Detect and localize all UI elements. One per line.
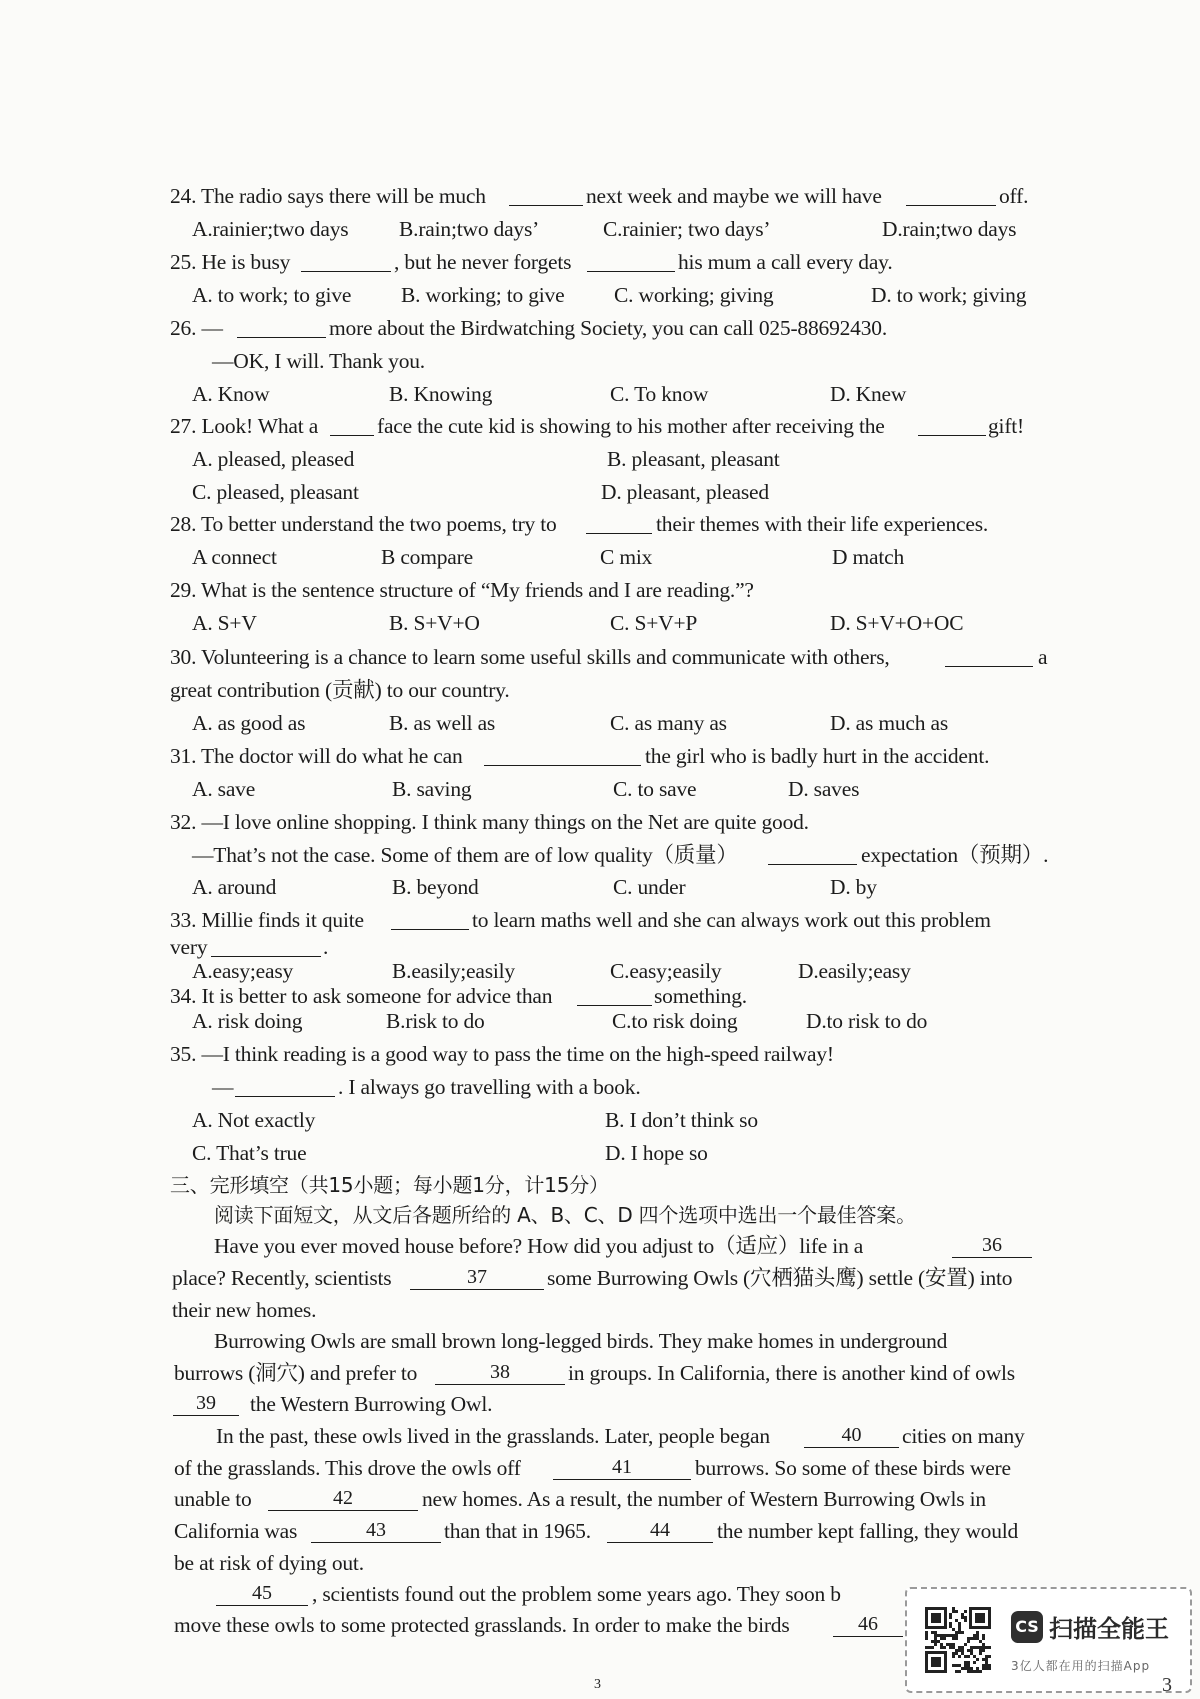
cloze-blank[interactable] <box>607 1518 713 1543</box>
text-line: 31. The doctor will do what he can <box>170 744 463 768</box>
text-line: D. as much as <box>830 711 949 735</box>
cloze-number: 41 <box>612 1456 632 1478</box>
text-line: C. as many as <box>610 711 727 735</box>
text-line: 30. Volunteering is a chance to learn some useful skills and communicate with others, <box>170 645 890 669</box>
text-line: very <box>170 935 208 959</box>
text-line: 34. It is better to ask someone for advice than <box>170 984 553 1008</box>
text-line: unable to <box>174 1487 252 1511</box>
text-line: something. <box>654 984 747 1008</box>
watermark-brand: 扫描全能王 <box>1049 1615 1169 1643</box>
cloze-blank[interactable] <box>952 1233 1032 1258</box>
text-line: B. working; to give <box>401 283 565 307</box>
answer-blank[interactable] <box>330 435 374 436</box>
text-line: place? Recently, scientists <box>172 1266 392 1290</box>
cloze-blank[interactable] <box>553 1455 691 1480</box>
cloze-number: 43 <box>366 1519 386 1541</box>
text-line: D. pleasant, pleased <box>601 480 769 504</box>
text-line: A. around <box>192 875 277 899</box>
answer-blank[interactable] <box>906 205 996 206</box>
text-line: . <box>323 935 329 959</box>
text-line: B. Knowing <box>389 382 493 406</box>
text-line: expectation（预期）. <box>861 843 1049 867</box>
text-line: C. working; giving <box>614 283 774 307</box>
text-line: A. pleased, pleased <box>192 447 355 471</box>
answer-blank[interactable] <box>235 1096 335 1097</box>
cloze-blank[interactable] <box>216 1581 308 1606</box>
answer-blank[interactable] <box>918 435 986 436</box>
text-line: a <box>1038 645 1048 669</box>
text-line: 三、完形填空（共15小题；每小题1分，计15分） <box>170 1173 609 1197</box>
answer-blank[interactable] <box>211 956 321 957</box>
text-line: 27. Look! What a <box>170 414 319 438</box>
text-line: C. pleased, pleasant <box>192 480 359 504</box>
text-line: of the grasslands. This drove the owls off <box>174 1456 521 1480</box>
text-line: Have you ever moved house before? How did you adjust to（适应）life in a <box>214 1234 864 1258</box>
text-line: C.to risk doing <box>612 1009 738 1033</box>
text-line: their themes with their life experiences. <box>656 512 989 536</box>
text-line: D. to work; giving <box>871 283 1027 307</box>
text-line: A. risk doing <box>192 1009 303 1033</box>
watermark-tagline: 3亿人都在用的扫描App <box>1011 1659 1151 1673</box>
text-line: D.rain;two days <box>882 217 1017 241</box>
text-line: 25. He is busy <box>170 250 291 274</box>
text-line: A.easy;easy <box>192 959 294 983</box>
text-line: —That’s not the case. Some of them are of low quality（质量） <box>192 843 738 867</box>
cs-logo-icon: CS <box>1011 1611 1043 1643</box>
text-line: Burrowing Owls are small brown long-legged birds. They make homes in underground <box>214 1329 948 1353</box>
text-line: 阅读下面短文，从文后各题所给的 A、B、C、D 四个选项中选出一个最佳答案。 <box>214 1203 916 1227</box>
text-line: D match <box>832 545 905 569</box>
text-line: 29. What is the sentence structure of “My friends and I are reading.”? <box>170 578 754 602</box>
watermark-corner-number: 3 <box>1162 1674 1172 1696</box>
text-line: more about the Birdwatching Society, you can call 025-88692430. <box>329 316 888 340</box>
text-line: A.rainier;two days <box>192 217 349 241</box>
text-line: A. Not exactly <box>192 1108 316 1132</box>
text-line: next week and maybe we will have <box>586 184 882 208</box>
qr-code-icon <box>925 1607 991 1673</box>
cloze-number: 39 <box>196 1392 216 1414</box>
text-line: A. save <box>192 777 256 801</box>
cloze-blank[interactable] <box>311 1518 441 1543</box>
text-line: the number kept falling, they would <box>717 1519 1019 1543</box>
text-line: D.to risk to do <box>806 1009 928 1033</box>
text-line: C. To know <box>610 382 709 406</box>
text-line: burrows (洞穴) and prefer to <box>174 1361 418 1385</box>
text-line: the Western Burrowing Owl. <box>250 1392 493 1416</box>
answer-blank[interactable] <box>577 1005 652 1006</box>
text-line: C.easy;easily <box>610 959 722 983</box>
text-line: move these owls to some protected grasslands. In order to make the birds <box>174 1613 790 1637</box>
text-line: In the past, these owls lived in the grasslands. Later, people began <box>216 1424 770 1448</box>
text-line: great contribution (贡献) to our country. <box>170 678 510 702</box>
cloze-blank[interactable] <box>268 1486 418 1511</box>
text-line: 26. — <box>170 316 223 340</box>
text-line: — <box>212 1075 234 1099</box>
text-line: . I always go travelling with a book. <box>338 1075 641 1099</box>
text-line: than that in 1965. <box>444 1519 591 1543</box>
cloze-number: 36 <box>982 1234 1002 1256</box>
text-line: C. S+V+P <box>610 611 698 635</box>
text-line: D. S+V+O+OC <box>830 611 964 635</box>
text-line: , scientists found out the problem some years ago. They soon b <box>312 1582 841 1606</box>
text-line: B.rain;two days’ <box>399 217 540 241</box>
answer-blank[interactable] <box>587 271 675 272</box>
text-line: new homes. As a result, the number of Western Burrowing Owls in <box>422 1487 986 1511</box>
answer-blank[interactable] <box>768 864 857 865</box>
text-line: cities on many <box>902 1424 1025 1448</box>
text-line: B. S+V+O <box>389 611 480 635</box>
text-line: 24. The radio says there will be much <box>170 184 486 208</box>
text-line: off. <box>999 184 1029 208</box>
cloze-blank[interactable] <box>804 1423 899 1448</box>
text-line: , but he never forgets <box>394 250 572 274</box>
text-line: his mum a call every day. <box>678 250 893 274</box>
text-line: C.rainier; two days’ <box>603 217 771 241</box>
text-line: —OK, I will. Thank you. <box>212 349 425 373</box>
cloze-number: 42 <box>333 1487 353 1509</box>
cloze-number: 37 <box>467 1266 487 1288</box>
cloze-number: 38 <box>490 1361 510 1383</box>
cloze-number: 40 <box>841 1424 862 1446</box>
text-line: in groups. In California, there is another kind of owls <box>568 1361 1015 1385</box>
answer-blank[interactable] <box>391 929 469 930</box>
text-line: some Burrowing Owls (穴栖猫头鹰) settle (安置) into <box>547 1266 1013 1290</box>
answer-blank[interactable] <box>484 765 641 766</box>
text-line: 33. Millie finds it quite <box>170 908 364 932</box>
text-line: B. as well as <box>389 711 496 735</box>
cloze-blank[interactable] <box>173 1391 239 1416</box>
text-line: their new homes. <box>172 1298 317 1322</box>
text-line: A. as good as <box>192 711 306 735</box>
text-line: A. Know <box>192 382 270 406</box>
cloze-blank[interactable] <box>410 1265 544 1290</box>
text-line: C mix <box>600 545 653 569</box>
text-line: gift! <box>988 414 1025 438</box>
text-line: B. saving <box>392 777 472 801</box>
cloze-blank[interactable] <box>435 1360 565 1385</box>
text-line: A. to work; to give <box>192 283 352 307</box>
text-line: 28. To better understand the two poems, try to <box>170 512 557 536</box>
text-line: D. I hope so <box>605 1141 708 1165</box>
text-line: C. That’s true <box>192 1141 307 1165</box>
answer-blank[interactable] <box>945 666 1033 667</box>
text-line: D.easily;easy <box>798 959 911 983</box>
text-line: B compare <box>381 545 473 569</box>
text-line: B.easily;easily <box>392 959 515 983</box>
cloze-number: 45 <box>252 1582 272 1604</box>
answer-blank[interactable] <box>586 533 652 534</box>
answer-blank[interactable] <box>509 205 583 206</box>
page-number: 3 <box>594 1677 601 1692</box>
text-line: B.risk to do <box>386 1009 485 1033</box>
text-line: A. S+V <box>192 611 257 635</box>
text-line: B. beyond <box>392 875 479 899</box>
text-line: D. saves <box>788 777 860 801</box>
answer-blank[interactable] <box>301 271 391 272</box>
text-line: B. pleasant, pleasant <box>607 447 780 471</box>
text-line: burrows. So some of these birds were <box>695 1456 1011 1480</box>
cloze-number: 46 <box>858 1613 878 1635</box>
cloze-number: 44 <box>650 1519 670 1541</box>
text-line: D. Knew <box>830 382 907 406</box>
answer-blank[interactable] <box>237 337 326 338</box>
text-line: 35. —I think reading is a good way to pass the time on the high-speed railway! <box>170 1042 834 1066</box>
text-line: California was <box>174 1519 298 1543</box>
text-line: 32. —I love online shopping. I think many things on the Net are quite good. <box>170 810 809 834</box>
scanner-watermark <box>905 1587 1192 1696</box>
text-line: to learn maths well and she can always work out this problem <box>472 908 991 932</box>
text-line: D. by <box>830 875 877 899</box>
text-line: C. to save <box>613 777 697 801</box>
text-line: A connect <box>192 545 277 569</box>
cloze-blank[interactable] <box>833 1612 903 1637</box>
text-line: B. I don’t think so <box>605 1108 758 1132</box>
text-line: be at risk of dying out. <box>174 1551 364 1575</box>
text-line: the girl who is badly hurt in the accident. <box>645 744 990 768</box>
text-line: face the cute kid is showing to his mother after receiving the <box>377 414 885 438</box>
text-line: C. under <box>613 875 686 899</box>
